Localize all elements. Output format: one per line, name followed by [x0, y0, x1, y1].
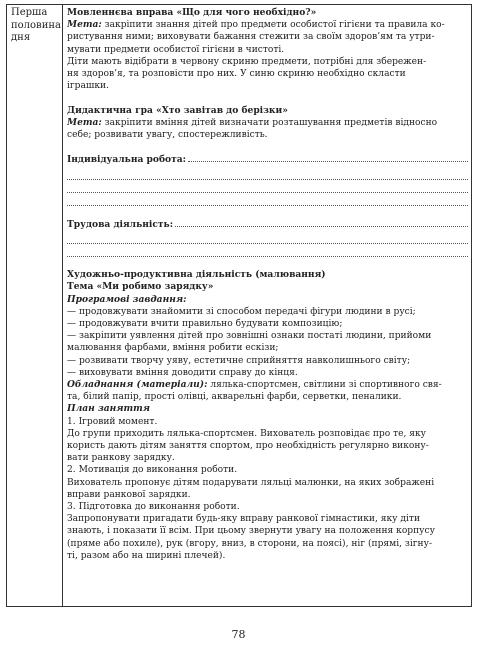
table-row [6, 4, 472, 607]
program-tasks-label: Програмові завдання: [67, 293, 187, 305]
content-cell [67, 7, 468, 562]
individual-work-label: Індивідуальна робота: [67, 154, 187, 166]
step-text: Запропонувати пригадати будь-яку вправу ранкової гімнастики, яку діти [67, 514, 420, 525]
page-number: 78 [231, 628, 246, 641]
fill-in-line [188, 153, 468, 162]
time-cell-line: дня [11, 32, 31, 44]
step-text: користь дають дітям заняття спортом, про необхідність регулярно викону- [67, 441, 429, 452]
individual-work-row [67, 153, 468, 166]
paragraph-line: Діти мають відібрати в червону скриню предмети, потрібні для збережен- [67, 56, 427, 67]
goal-label: Мета: [67, 116, 102, 128]
time-cell-line: половина [11, 19, 61, 31]
labor-activity-label: Трудова діяльність: [67, 218, 174, 230]
step-text: (пряме або похиле), рук (вгору, вниз, в сторони, на поясі), ніг (прямі, зігну- [67, 538, 433, 549]
equipment-text: лялька-спортсмен, світлини зі спортивного свя- [207, 380, 442, 391]
step-text: вати ранкову зарядку. [67, 453, 175, 464]
task-item: — продовжувати вчити правильно будувати композицію; [67, 319, 343, 329]
task-item: малювання фарбами, вміння робити ескізи; [67, 343, 279, 354]
step-text: знають, і показати її всім. При цьому звернути увагу на положення корпусу [67, 526, 435, 537]
fill-in-line [67, 180, 468, 193]
fill-in-line [175, 218, 468, 227]
time-cell [11, 7, 59, 45]
step-text: До групи приходить лялька-спортсмен. Вихователь розповідає про те, яку [67, 428, 427, 439]
goal-text: закріпити знання дітей про предмети особистої гігієни та правила ко- [101, 20, 445, 31]
goal-text: себе; розвивати увагу, спостережливість. [67, 130, 268, 141]
task-item: — закріпити уявлення дітей про зовнішні ознаки постаті людини, прийоми [67, 331, 432, 342]
art-activity-title: Художньо-продуктивна діяльність (малювання) [67, 269, 326, 281]
speech-exercise-goal [67, 19, 468, 31]
task-item: — продовжувати знайомити зі способом передачі фігури людини в русі; [67, 306, 416, 317]
art-activity-theme: Тема «Ми робимо зарядку» [67, 281, 214, 293]
step-text: вправи ранкової зарядки. [67, 489, 191, 500]
fill-in-line [67, 244, 468, 257]
paragraph-line: іграшки. [67, 81, 110, 92]
step-text: ті, разом або на ширині плечей). [67, 550, 226, 561]
step-title: 2. Мотивація до виконання роботи. [67, 465, 238, 476]
equipment-label: Обладнання (матеріали): [67, 379, 208, 391]
fill-in-line [67, 167, 468, 180]
task-item: — виховувати вміння доводити справу до кінця. [67, 367, 298, 378]
fill-in-line [67, 193, 468, 206]
step-title: 3. Підготовка до виконання роботи. [67, 502, 240, 513]
paragraph-line: ня здоров’я, та розповісти про них. У синю скриню необхідно скласти [67, 69, 406, 80]
column-divider [62, 5, 63, 606]
goal-text: закріпити вміння дітей визначати розташування предметів відносно [101, 117, 438, 128]
speech-exercise-title: Мовленнєва вправа «Що для чого необхідно?» [67, 7, 317, 18]
goal-text: мувати предмети особистої гігієни в чистоті. [67, 44, 285, 55]
goal-text: ристування ними; виховувати бажання стежити за своїм здоров’ям та утри- [67, 32, 435, 43]
equipment-text: та, білий папір, прості олівці, акварельні фарби, серветки, пеналики. [67, 392, 402, 403]
labor-activity-row [67, 218, 468, 231]
didactic-game-goal [67, 117, 468, 129]
task-item: — розвивати творчу уяву, естетичне сприйняття навколишнього світу; [67, 355, 411, 366]
time-cell-line: Перша [11, 7, 48, 18]
step-text: Вихователь пропонує дітям подарувати ляльці малюнки, на яких зображені [67, 477, 435, 488]
equipment [67, 379, 468, 391]
lesson-plan-label: План заняття [67, 403, 150, 415]
didactic-game-title: Дидактична гра «Хто завітав до берізки» [67, 104, 288, 116]
fill-in-line [67, 231, 468, 244]
step-title: 1. Ігровий момент. [67, 416, 158, 427]
goal-label: Мета: [67, 19, 102, 31]
